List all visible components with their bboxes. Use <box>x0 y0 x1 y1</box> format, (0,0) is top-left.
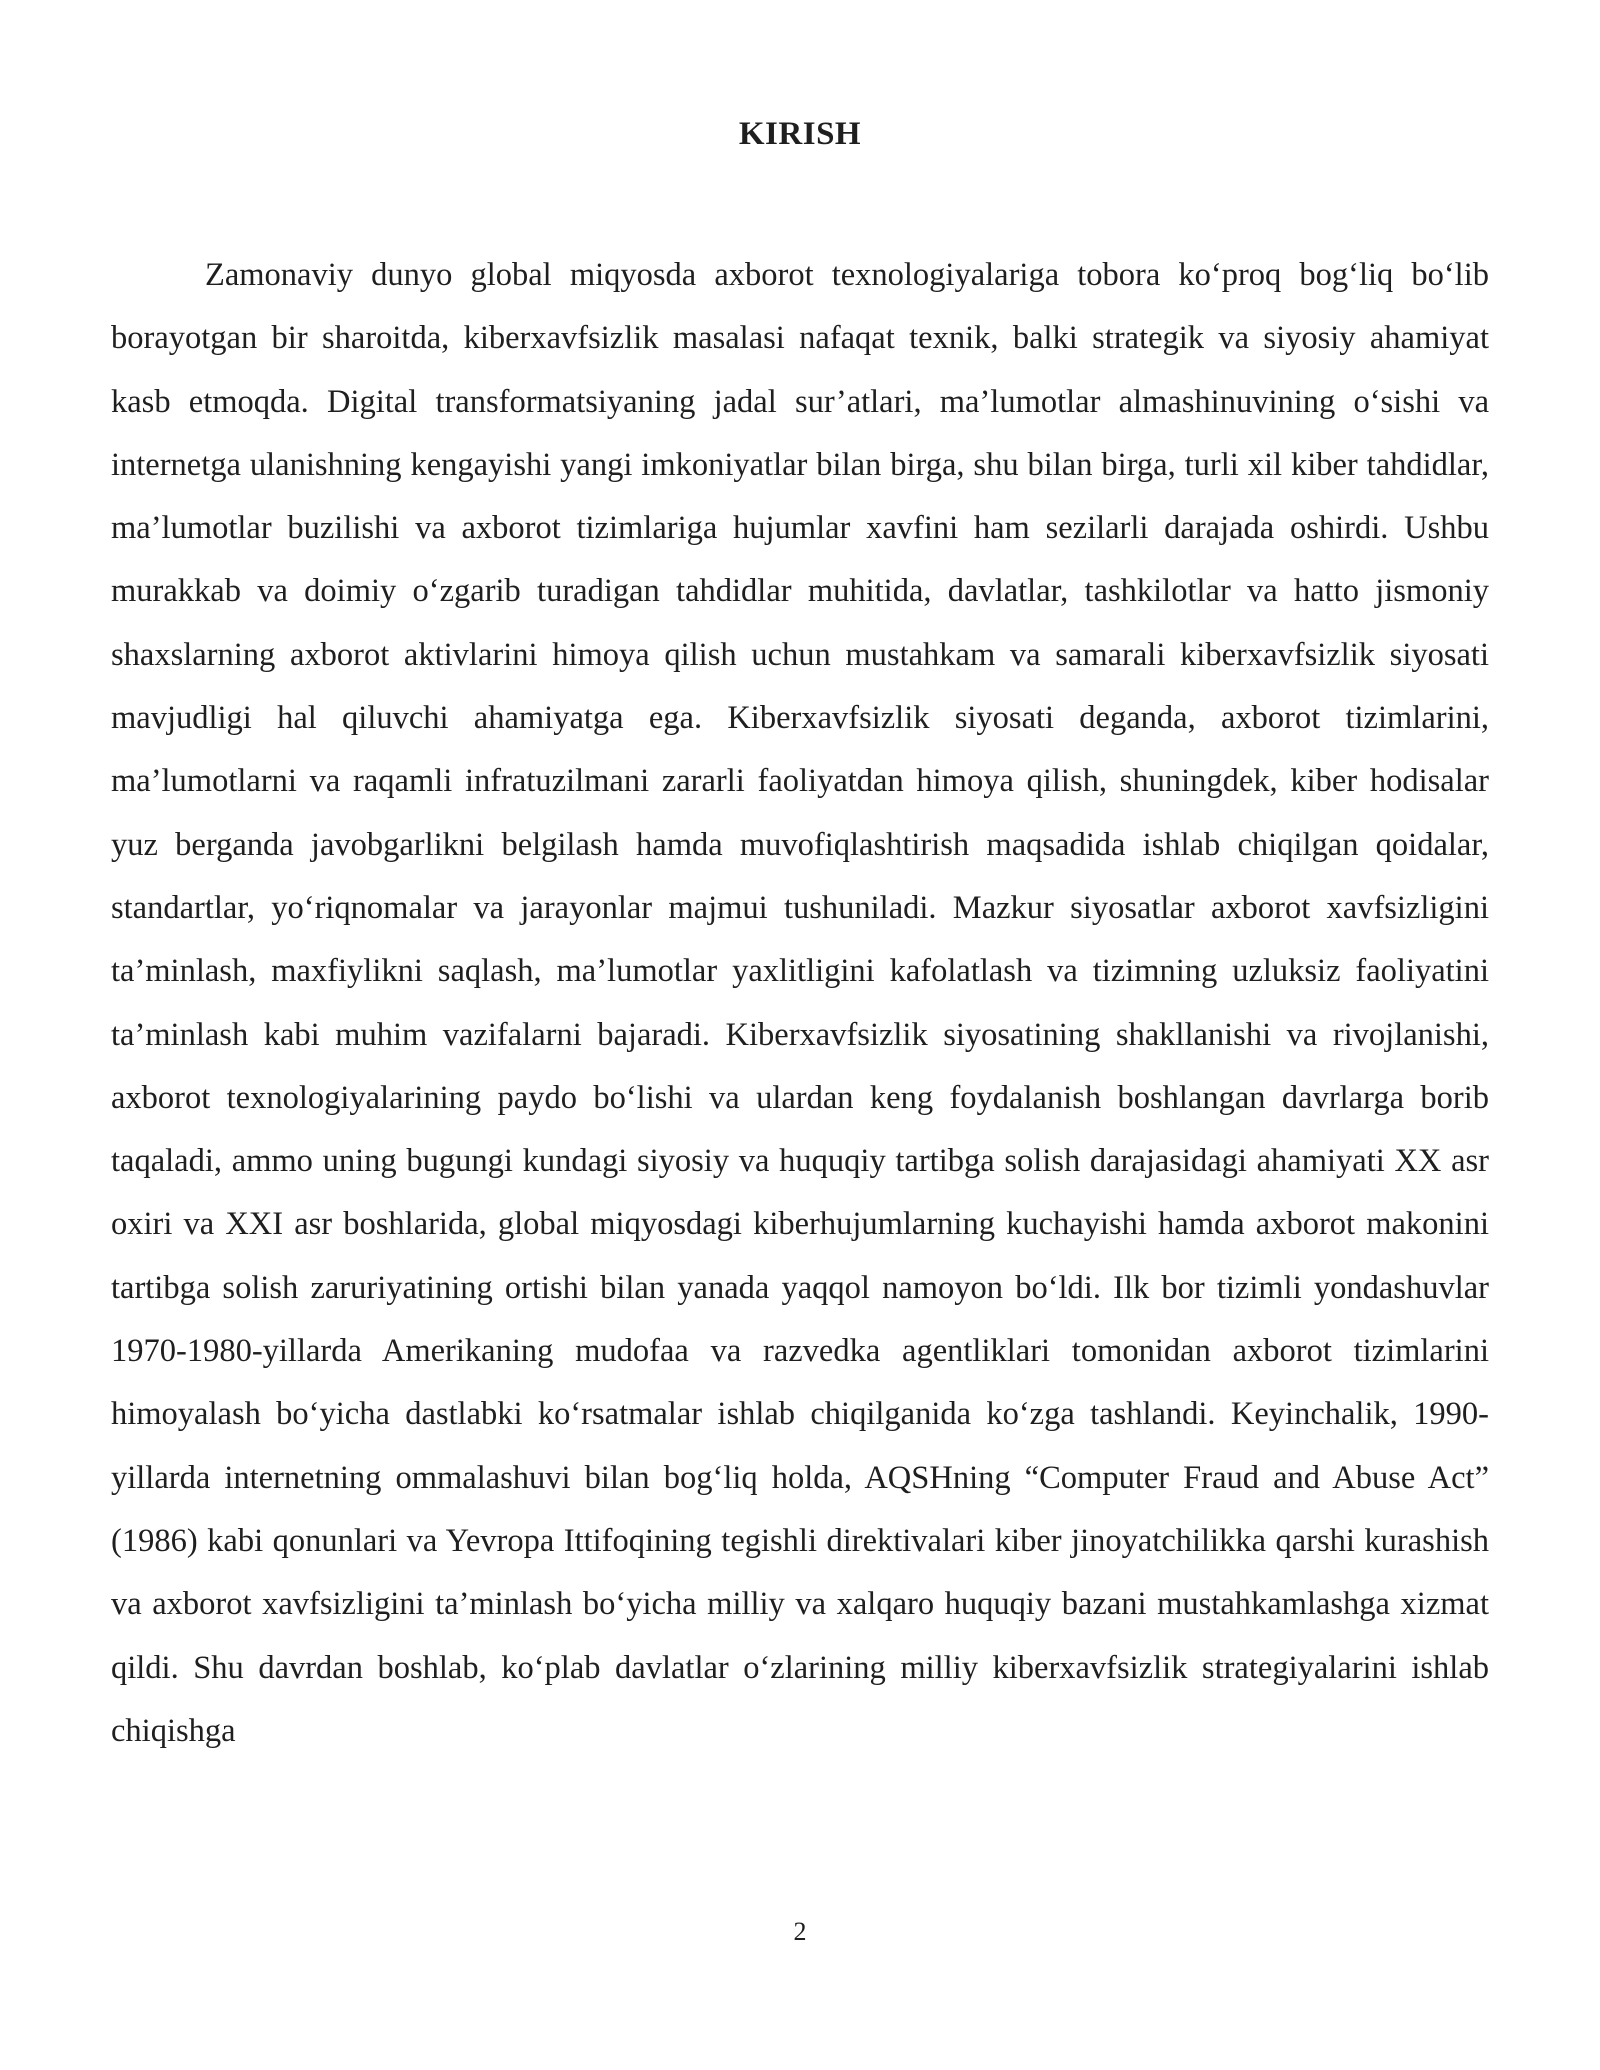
page-number: 2 <box>793 1917 807 1946</box>
section-heading: KIRISH <box>738 116 862 152</box>
body-paragraph: Zamonaviy dunyo global miqyosda axborot texnologiyalariga tobora ko‘proq bog‘liq bo‘lib borayotgan bir sharoitda, kiberxavfsizlik masalasi nafaqat texnik, balki strategik va siyosiy ahamiyat kasb etmoqda. Digital transformatsiyaning jadal sur’atlari, ma’lumotlar almashinuvining o‘sishi va internetga ulanishning kengayishi yangi imkoniyatlar bilan birga, shu bilan birga, turli xil kiber tahdidlar, ma’lumotlar buzilishi va axborot tizimlariga hujumlar xavfini ham sezilarli darajada oshirdi. Ushbu murakkab va doimiy o‘zgarib turadigan tahdidlar muhitida, davlatlar, tashkilotlar va hatto jismoniy shaxslarning axborot aktivlarini himoya qilish uchun mustahkam va samarali kiberxavfsizlik siyosati mavjudligi hal qiluvchi ahamiyatga ega. Kiberxavfsizlik siyosati deganda, axborot tizimlarini, ma’lumotlarni va raqamli infratuzilmani zararli faoliyatdan himoya qilish, shuningdek, kiber hodisalar yuz berganda javobgarlikni belgilash hamda muvofiqlashtirish maqsadida ishlab chiqilgan qoidalar, standartlar, yo‘riqnomalar va jarayonlar majmui tushuniladi. Mazkur siyosatlar axborot xavfsizligini ta’minlash, maxfiylikni saqlash, ma’lumotlar yaxlitligini kafolatlash va tizimning uzluksiz faoliyatini ta’minlash kabi muhim vazifalarni bajaradi. Kiberxavfsizlik siyosatining shakllanishi va rivojlanishi, axborot texnologiyalarining paydo bo‘lishi va ulardan keng foydalanish boshlangan davrlarga borib taqaladi, ammo uning bugungi kundagi siyosiy va huquqiy tartibga solish darajasidagi ahamiyati XX asr oxiri va XXI asr boshlarida, global miqyosdagi kiberhujumlarning kuchayishi hamda axborot makonini tartibga solish zaruriyatining ortishi bilan yanada yaqqol namoyon bo‘ldi. Ilk bor tizimli yondashuvlar 1970-1980-yillarda Amerikaning mudofaa va razvedka agentliklari tomonidan axborot tizimlarini himoyalash bo‘yicha dastlabki ko‘rsatmalar ishlab chiqilganida ko‘zga tashlandi. Keyinchalik, 1990-yillarda internetning ommalashuvi bilan bog‘liq holda, AQSHning “Computer Fraud and Abuse Act” (1986) kabi qonunlari va Yevropa Ittifoqining tegishli direktivalari kiber jinoyatchilikka qarshi kurashish va axborot xavfsizligini ta’minlash bo‘yicha milliy va xalqaro huquqiy bazani mustahkamlashga xizmat qildi. Shu davrdan boshlab, ko‘plab davlatlar o‘zlarining milliy kiberxavfsizlik strategiyalarini ishlab chiqishga <box>111 257 1489 1749</box>
